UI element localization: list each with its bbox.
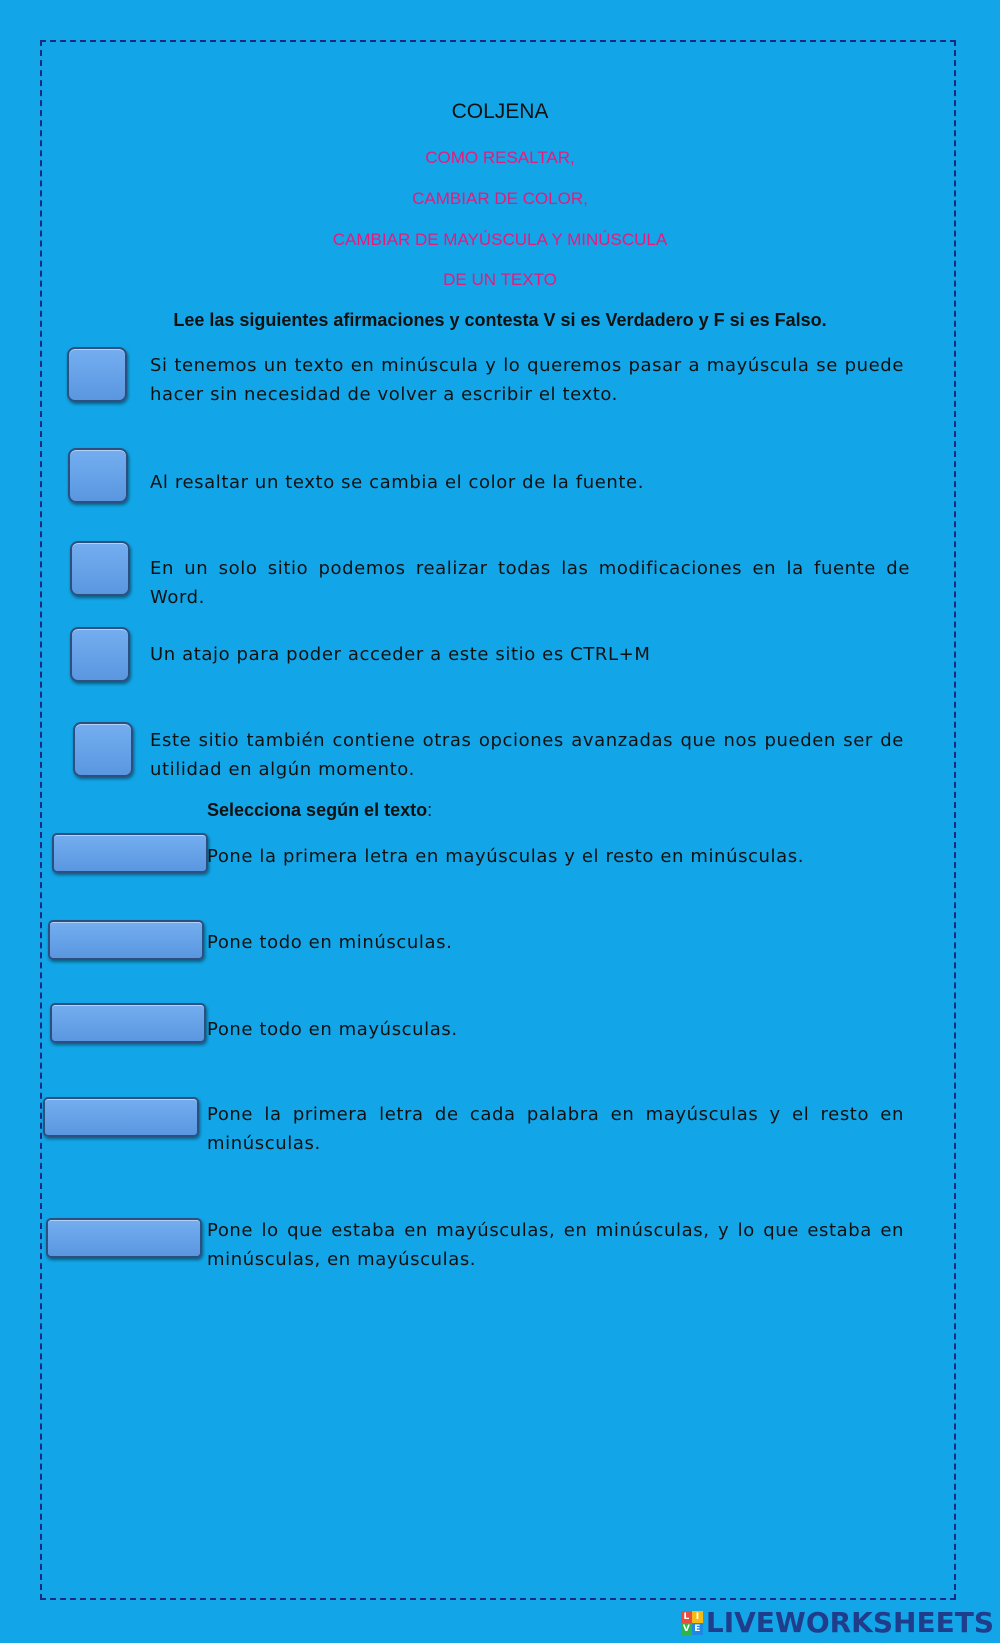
instructions-text: Lee las siguientes afirmaciones y contesta V si es Verdadero y F si es Falso.	[173, 310, 827, 330]
logo-letter-i: I	[692, 1611, 703, 1623]
subtitle-line-3: CAMBIAR DE MAYÚSCULA Y MINÚSCULA	[332, 230, 668, 249]
select-box-2[interactable]	[48, 920, 204, 960]
statement-4: Un atajo para poder acceder a este sitio es CTRL+M	[150, 644, 651, 665]
answer-box-1[interactable]	[67, 347, 127, 402]
select-option-1: Pone la primera letra en mayúsculas y el resto en minúsculas.	[207, 846, 805, 867]
answer-box-3[interactable]	[70, 541, 130, 596]
answer-box-5[interactable]	[73, 722, 133, 777]
select-box-3[interactable]	[50, 1003, 206, 1043]
answer-box-4[interactable]	[70, 627, 130, 682]
select-heading-colon: :	[427, 800, 433, 820]
select-option-5: Pone lo que estaba en mayúsculas, en minúsculas, y lo que estaba en minúsculas, en mayúsculas.	[207, 1220, 904, 1270]
liveworksheets-logo-icon	[681, 1611, 703, 1635]
subtitle-line-2: CAMBIAR DE COLOR,	[412, 189, 588, 208]
logo-letter-l: L	[681, 1611, 692, 1623]
statement-2: Al resaltar un texto se cambia el color de la fuente.	[150, 472, 645, 493]
logo-letter-v: V	[681, 1623, 692, 1635]
liveworksheets-watermark	[681, 1606, 994, 1639]
select-box-4[interactable]	[43, 1097, 199, 1137]
select-option-3: Pone todo en mayúsculas.	[207, 1019, 458, 1040]
page-title: COLJENA	[451, 100, 549, 123]
select-option-4: Pone la primera letra de cada palabra en mayúsculas y el resto en minúsculas.	[207, 1104, 904, 1154]
select-heading-text: Selecciona según el texto	[207, 800, 428, 820]
select-box-5[interactable]	[46, 1218, 202, 1258]
statement-5: Este sitio también contiene otras opciones avanzadas que nos pueden ser de utilidad en algún momento.	[150, 730, 904, 780]
statement-1: Si tenemos un texto en minúscula y lo queremos pasar a mayúscula se puede hacer sin necesidad de volver a escribir el texto.	[150, 355, 904, 405]
select-box-1[interactable]	[52, 833, 208, 873]
logo-letter-e: E	[692, 1623, 703, 1635]
select-option-2: Pone todo en minúsculas.	[207, 932, 453, 953]
subtitle-line-1: COMO RESALTAR,	[425, 148, 575, 167]
answer-box-2[interactable]	[68, 448, 128, 503]
select-heading	[207, 800, 432, 821]
statement-3: En un solo sitio podemos realizar todas las modificaciones en la fuente de Word.	[150, 558, 910, 608]
watermark-text: LIVEWORKSHEETS	[705, 1606, 994, 1639]
subtitle-line-4: DE UN TEXTO	[443, 270, 557, 289]
